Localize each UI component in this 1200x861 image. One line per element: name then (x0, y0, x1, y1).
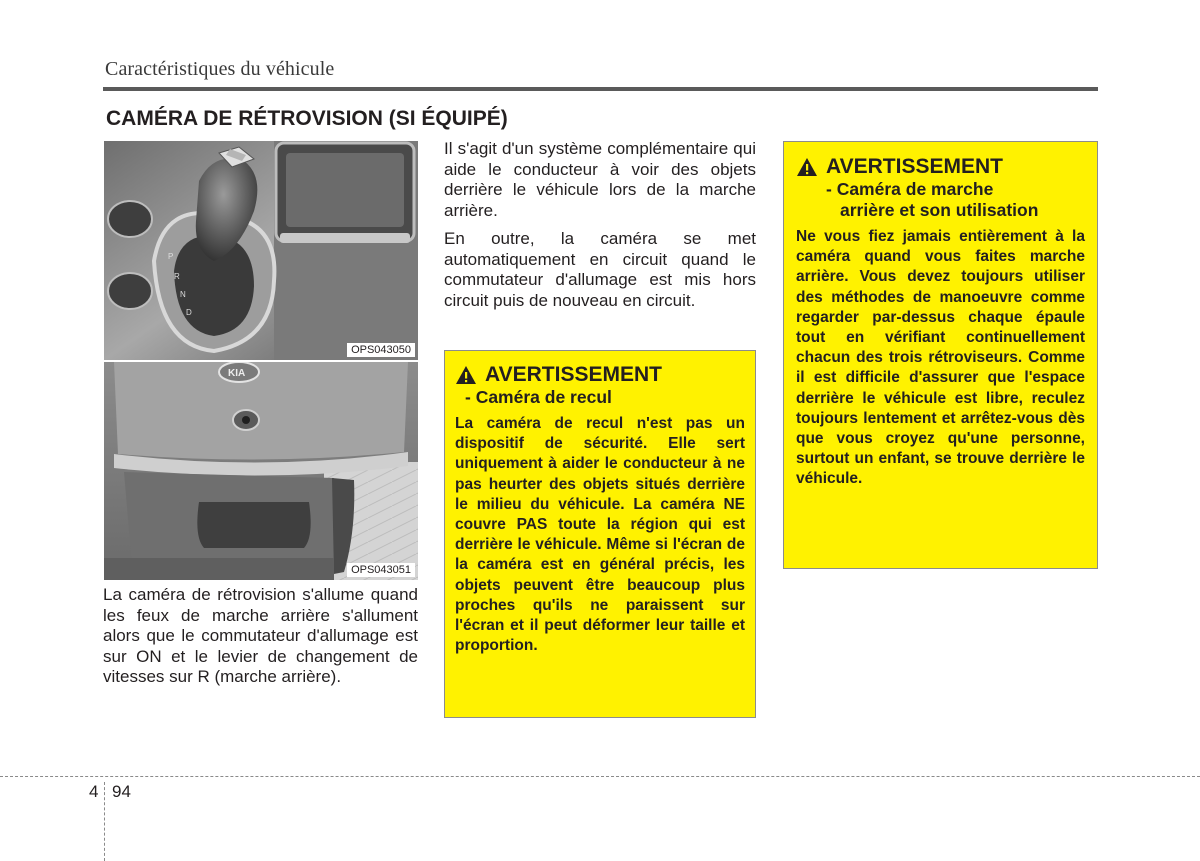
warning-box-reversing (783, 141, 1098, 569)
running-header: Caractéristiques du véhicule (105, 58, 335, 80)
body-paragraph: Il s'agit d'un système complémentaire qui aide le conducteur à voir des objets derrière le véhicule lors de la marche arrière. (444, 139, 756, 220)
section-title: CAMÉRA DE RÉTROVISION (SI ÉQUIPÉ) (106, 107, 508, 130)
warning-subheading-line2: arrière et son utilisation (840, 200, 1039, 220)
svg-text:R: R (174, 272, 180, 281)
rear-camera-illustration (104, 362, 418, 580)
warning-body: La caméra de recul n'est pas un dispositif de sécurité. Elle sert uniquement à aider le conducteur à ne pas heurter des objets situés derrière le milieu du véhicule. La caméra NE couvre PAS toute la région qui est derrière le véhicule. Même si l'écran de la caméra est en général précis, les objets peuvent être beaucoup plus proches qu'ils ne paraissent sur l'écran et il peut déformer leur taille et proportion. (455, 415, 745, 655)
warning-heading-text: AVERTISSEMENT (826, 155, 1003, 178)
footer-rule (0, 776, 1200, 777)
page-number: 94 (112, 782, 131, 801)
gear-shift-photo (104, 141, 418, 360)
warning-body: Ne vous fiez jamais entièrement à la caméra quand vous faites marche arrière. Vous devez toujours utiliser des méthodes de manoeuvre comme regarder par-dessus chaque épaule tout en vérifiant continuellement chacun des trois rétroviseurs. Comme il est difficile d'assurer que l'espace derrière le véhicule est libre, reculez toujours lentement et arrêtez-vous dès que vous croyez qu'une personne, surtout un enfant, se trouve derrière le véhicule. (796, 228, 1085, 488)
warning-heading (455, 363, 745, 387)
warning-heading-text: AVERTISSEMENT (485, 363, 662, 386)
svg-text:D: D (186, 308, 192, 317)
gear-shift-illustration (104, 141, 418, 360)
image-code: OPS043050 (347, 343, 415, 357)
body-column-2 (444, 139, 756, 311)
warning-heading (796, 155, 1085, 179)
image-code: OPS043051 (347, 563, 415, 577)
body-paragraph: La caméra de rétrovision s'allume quand les feux de marche arrière s'allument alors que le commutateur d'allumage est sur ON et le levier de changement de vitesses sur R (marche arrière). (103, 585, 418, 686)
header-rule (103, 87, 1098, 91)
footer-divider (104, 782, 105, 861)
warning-triangle-icon (455, 365, 477, 385)
body-paragraph: En outre, la caméra se met automatiquement en circuit quand le commutateur d'allumage est mis hors circuit puis de nouveau en circuit. (444, 229, 756, 310)
svg-text:N: N (180, 290, 186, 299)
warning-box-camera (444, 350, 756, 718)
warning-triangle-icon (796, 157, 818, 177)
rear-camera-photo (104, 362, 418, 580)
svg-text:KIA: KIA (228, 368, 246, 379)
chapter-number: 4 (89, 782, 99, 801)
svg-text:P: P (168, 252, 174, 261)
warning-subheading-line1: - Caméra de marche (826, 179, 994, 199)
warning-subheading: - Caméra de recul (465, 387, 612, 407)
